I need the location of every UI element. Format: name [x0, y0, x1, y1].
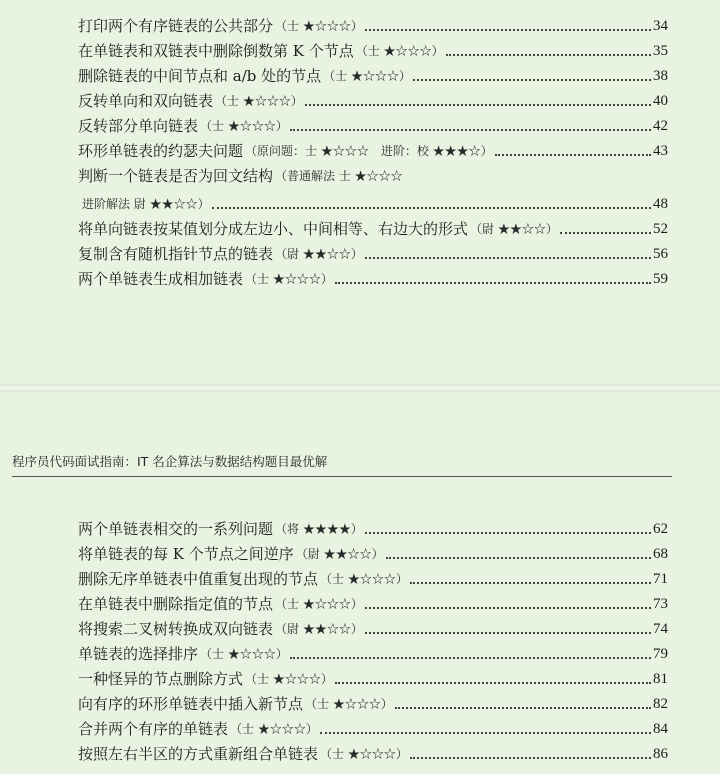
- toc-entry-difficulty: （尉 ★★☆☆）: [275, 622, 363, 636]
- toc-entry-page: 43: [653, 143, 668, 159]
- toc-entry-page: 35: [653, 43, 668, 59]
- toc-entry-title: 反转单向和双向链表: [78, 92, 214, 110]
- toc-entry-page: 86: [653, 746, 668, 762]
- dot-leader: [365, 29, 651, 31]
- toc-entry-difficulty: （尉 ★★☆☆）: [470, 222, 558, 236]
- toc-entry[interactable]: [78, 136, 668, 161]
- toc-entry-difficulty: （士 ★☆☆☆）: [355, 44, 444, 58]
- toc-entry-title: 打印两个有序链表的公共部分: [78, 17, 274, 35]
- page-divider: [0, 384, 720, 392]
- toc-entry-difficulty: （士 ★☆☆☆）: [305, 697, 393, 711]
- dot-leader: [335, 682, 651, 684]
- dot-leader: [335, 282, 651, 284]
- toc-entry-title: 判断一个链表是否为回文结构: [78, 167, 274, 185]
- toc-list: [78, 11, 668, 289]
- toc-entry-page: 74: [653, 621, 668, 637]
- toc-entry-page: 73: [653, 596, 668, 612]
- toc-entry-difficulty: （士 ★☆☆☆）: [200, 647, 288, 661]
- toc-entry-page: 71: [653, 571, 668, 587]
- toc-entry[interactable]: [78, 11, 668, 36]
- toc-entry-title: 向有序的环形单链表中插入新节点: [78, 695, 304, 713]
- toc-entry[interactable]: [78, 61, 668, 86]
- toc-entry[interactable]: [78, 111, 668, 136]
- toc-entry-title: 在单链表和双链表中删除倒数第 K 个节点: [78, 42, 354, 60]
- toc-entry-page: 62: [653, 521, 668, 537]
- toc-entry-title: 将搜索二叉树转换成双向链表: [78, 620, 274, 638]
- toc-entry-difficulty: （普通解法 士 ★☆☆☆: [275, 169, 403, 183]
- toc-entry[interactable]: [78, 714, 668, 739]
- toc-entry[interactable]: [78, 564, 668, 589]
- toc-entry[interactable]: [78, 614, 668, 639]
- toc-entry-page: 68: [653, 546, 668, 562]
- toc-entry-title: 将单向链表按某值划分成左边小、中间相等、右边大的形式: [78, 220, 469, 238]
- toc-entry-difficulty: （士 ★☆☆☆）: [275, 597, 363, 611]
- toc-entry[interactable]: [78, 589, 668, 614]
- toc-entry-difficulty: （士 ★☆☆☆）: [200, 119, 288, 133]
- toc-entry[interactable]: [78, 86, 668, 111]
- toc-entry[interactable]: [78, 36, 668, 61]
- toc-entry-page: 48: [653, 196, 668, 212]
- toc-entry-difficulty: （将 ★★★★）: [275, 522, 363, 536]
- toc-entry[interactable]: [78, 664, 668, 689]
- toc-entry-title: 删除无序单链表中值重复出现的节点: [78, 570, 319, 588]
- toc-entry-difficulty: （士 ★☆☆☆）: [245, 672, 333, 686]
- toc-entry-page: 59: [653, 271, 668, 287]
- toc-entry[interactable]: [78, 239, 668, 264]
- toc-entry-difficulty: （士 ★☆☆☆）: [245, 272, 333, 286]
- toc-entry[interactable]: [78, 639, 668, 664]
- toc-entry-difficulty: （士 ★☆☆☆）: [320, 747, 408, 761]
- toc-entry-title: 合并两个有序的单链表: [78, 720, 229, 738]
- dot-leader: [365, 257, 651, 259]
- toc-entry[interactable]: [78, 739, 668, 764]
- toc-entry-continuation[interactable]: [78, 186, 668, 214]
- dot-leader: [290, 129, 651, 131]
- toc-entry-title: 按照左右半区的方式重新组合单链表: [78, 745, 319, 763]
- toc-entry-title: 复制含有随机指针节点的链表: [78, 245, 274, 263]
- toc-entry-title: 一种怪异的节点删除方式: [78, 670, 244, 688]
- toc-entry-title: 单链表的选择排序: [78, 645, 199, 663]
- toc-entry-page: 40: [653, 93, 668, 109]
- toc-entry-difficulty: 进阶解法 尉 ★★☆☆）: [82, 197, 210, 211]
- toc-entry-title: 两个单链表生成相加链表: [78, 270, 244, 288]
- toc-entry-title: 环形单链表的约瑟夫问题: [78, 142, 244, 160]
- toc-entry[interactable]: [78, 264, 668, 289]
- toc-entry-title: 反转部分单向链表: [78, 117, 199, 135]
- dot-leader: [413, 79, 651, 81]
- dot-leader: [446, 54, 651, 56]
- toc-entry-title: 将单链表的每 K 个节点之间逆序: [78, 545, 294, 563]
- toc-entry-page: 84: [653, 721, 668, 737]
- toc-entry[interactable]: [78, 514, 668, 539]
- toc-entry[interactable]: [78, 689, 668, 714]
- toc-entry-page: 42: [653, 118, 668, 134]
- dot-leader: [320, 732, 651, 734]
- dot-leader: [560, 232, 651, 234]
- toc-entry-difficulty: （尉 ★★☆☆）: [275, 247, 363, 261]
- toc-list: [78, 514, 668, 764]
- toc-entry-title: 在单链表中删除指定值的节点: [78, 595, 274, 613]
- toc-entry-difficulty: （士 ★☆☆☆）: [320, 572, 408, 586]
- toc-entry-page: 52: [653, 221, 668, 237]
- dot-leader: [410, 582, 651, 584]
- dot-leader: [365, 607, 651, 609]
- toc-entry-difficulty: （士 ★☆☆☆）: [323, 69, 411, 83]
- dot-leader: [212, 207, 651, 209]
- toc-entry-page: 34: [653, 18, 668, 34]
- toc-entry-difficulty: （士 ★☆☆☆）: [230, 722, 318, 736]
- running-head: 程序员代码面试指南：IT 名企算法与数据结构题目最优解: [12, 452, 672, 477]
- dot-leader: [305, 104, 651, 106]
- toc-entry[interactable]: [78, 214, 668, 239]
- dot-leader: [495, 154, 651, 156]
- toc-entry-difficulty: （原问题：士 ★☆☆☆ 进阶：校 ★★★☆）: [245, 144, 493, 158]
- toc-entry-page: 38: [653, 68, 668, 84]
- toc-entry-page: 56: [653, 246, 668, 262]
- toc-entry[interactable]: [78, 161, 668, 186]
- toc-entry-title: 两个单链表相交的一系列问题: [78, 520, 274, 538]
- toc-entry-page: 82: [653, 696, 668, 712]
- dot-leader: [365, 532, 651, 534]
- dot-leader: [386, 557, 651, 559]
- toc-entry-page: 79: [653, 646, 668, 662]
- dot-leader: [395, 707, 651, 709]
- toc-entry-page: 81: [653, 671, 668, 687]
- dot-leader: [290, 657, 651, 659]
- dot-leader: [365, 632, 651, 634]
- toc-entry-difficulty: （士 ★☆☆☆）: [275, 19, 363, 33]
- dot-leader: [410, 757, 651, 759]
- book-page-top: [0, 0, 720, 384]
- toc-entry-title: 删除链表的中间节点和 a/b 处的节点: [78, 67, 322, 85]
- toc-entry[interactable]: [78, 539, 668, 564]
- toc-entry-difficulty: （士 ★☆☆☆）: [215, 94, 303, 108]
- toc-entry-difficulty: （尉 ★★☆☆）: [295, 547, 384, 561]
